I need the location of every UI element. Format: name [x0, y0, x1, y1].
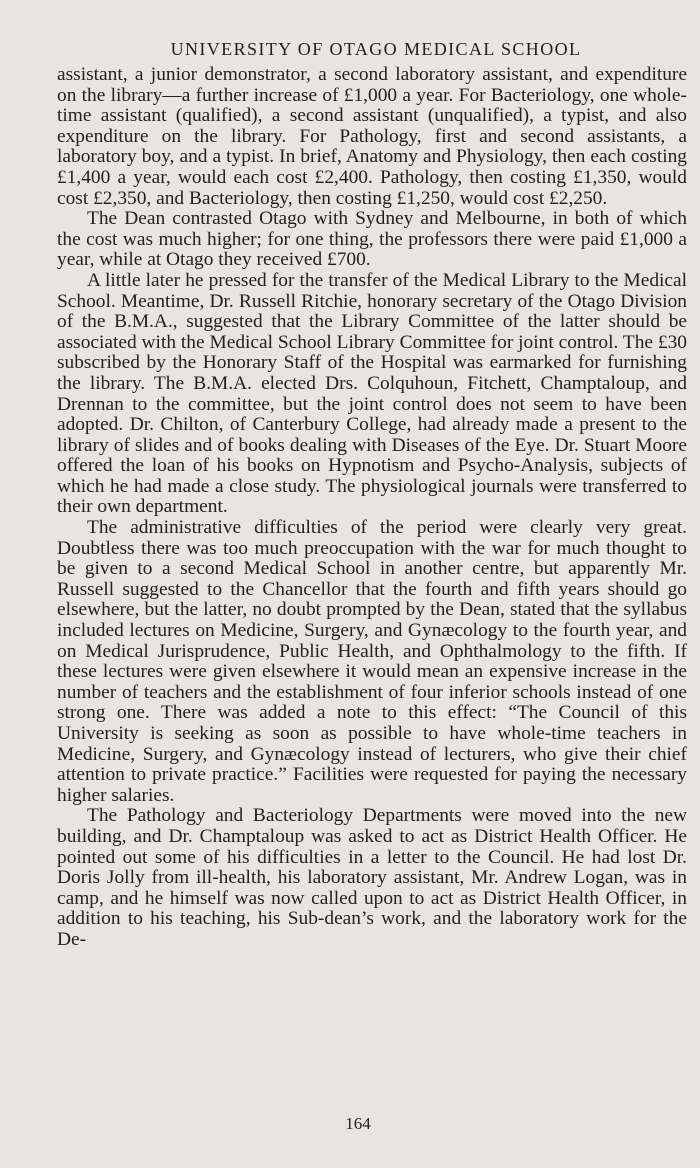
paragraph: The Pathology and Bacteriology Departments were moved into the new building, and Dr. Champtaloup was asked to act as District Health Officer. He pointed out some of his difficulties in a letter to the Council. He had lost Dr. Doris Jolly from ill-health, his laboratory assistant, Mr. Andrew Logan, was in camp, and he himself was now called upon to act as District Health Officer, in addition to his teaching, his Sub-dean’s work, and the laboratory work for the De- — [57, 805, 687, 950]
book-page — [57, 36, 687, 951]
paragraph: A little later he pressed for the transfer of the Medical Library to the Medical School. Meantime, Dr. Russell Ritchie, honorary secretary of the Otago Division of the B.M.A., suggested that the Library Committee of the latter should be associated with the Medical School Library Committee for joint control. The £30 subscribed by the Honorary Staff of the Hospital was earmarked for furnishing the library. The B.M.A. elected Drs. Colquhoun, Fitchett, Champtaloup, and Drennan to the committee, but the joint control does not seem to have been adopted. Dr. Chilton, of Canterbury College, had already made a present to the library of slides and of books dealing with Diseases of the Eye. Dr. Stuart Moore offered the loan of his books on Hypnotism and Psycho-Analysis, subjects of which he had made a close study. The physiological journals were transferred to their own department. — [57, 269, 687, 518]
paragraph: The administrative difficulties of the period were clearly very great. Doubtless there was too much preoccupation with the war for much thought to be given to a second Medical School in another centre, but apparently Mr. Russell suggested to the Chancellor that the fourth and fifth years should go elsewhere, but the latter, no doubt prompted by the Dean, stated that the syllabus included lectures on Medicine, Surgery, and Gynæcology to the fourth year, and on Medical Jurisprudence, Public Health, and Ophthalmology to the fifth. If these lectures were given elsewhere it would mean an expensive increase in the number of teachers and the establishment of four inferior schools instead of one strong one. There was added a note to this effect: “The Council of this University is seeking as soon as possible to have whole-time teachers in Medicine, Surgery, and Gynæcology instead of lecturers, who give their chief attention to private practice.” Facilities were requested for paying the necessary higher salaries. — [57, 517, 687, 806]
paragraph-continued: assistant, a junior demonstrator, a second laboratory assistant, and expenditure on the library—a further increase of £1,000 a year. For Bacteriology, one whole-time assistant (qualified), a second assistant (unqualified), a typist, and also expenditure on the library. For Pathology, first and second assistants, a laboratory boy, and a typist. In brief, Anatomy and Physiology, then each costing £1,400 a year, would each cost £2,400. Pathology, then costing £1,350, would cost £2,350, and Bacteriology, then costing £1,250, would cost £2,250. — [57, 64, 687, 209]
paragraph: The Dean contrasted Otago with Sydney and Melbourne, in both of which the cost was much higher; for one thing, the professors there were paid £1,000 a year, while at Otago they received £700. — [57, 208, 687, 271]
running-head: UNIVERSITY OF OTAGO MEDICAL SCHOOL — [170, 39, 582, 59]
page-number: 164 — [345, 1114, 371, 1133]
